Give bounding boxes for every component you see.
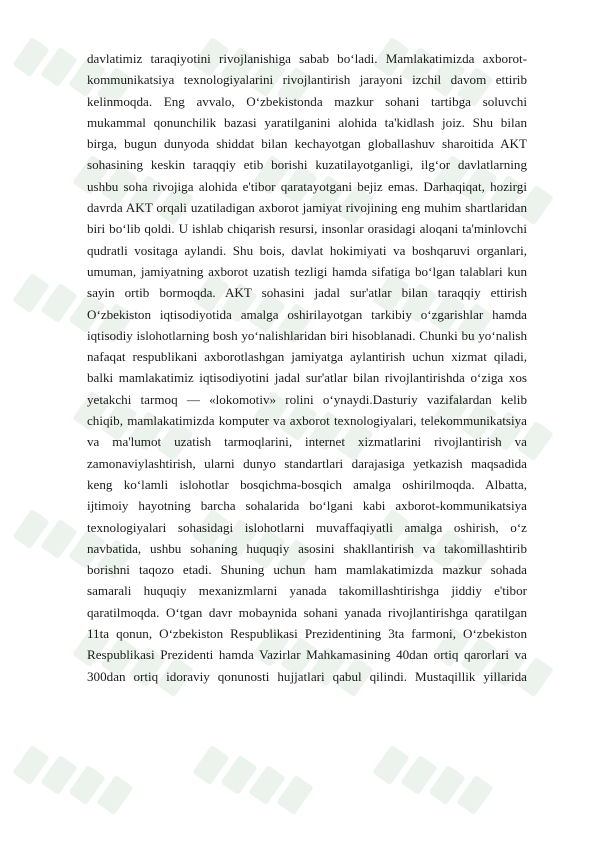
watermark-stripe bbox=[276, 775, 314, 815]
watermark-stripe bbox=[372, 745, 410, 785]
watermark-stripe bbox=[192, 745, 230, 785]
text-line: sayin ortib bormoqda. AKT sohasini jadal sur'atlar bilan taraqqiy ettirish bbox=[87, 285, 527, 301]
text-line: birga, bugun dunyoda shiddat bilan kechayotgan globallashuv sharoitida AKT bbox=[87, 136, 527, 152]
text-line: va ma'lumot uzatish tarmoqlarini, internet xizmatlarini rivojlantirish va bbox=[87, 434, 527, 450]
text-line: davlatimiz taraqiyotini rivojlanishiga sabab bo‘ladi. Mamlakatimizda axborot- bbox=[87, 51, 527, 66]
watermark-stripe bbox=[220, 755, 258, 795]
text-line: O‘zbekiston iqtisodiyotida amalga oshirilayotgan tarkibiy o‘zgarishlar hamda bbox=[87, 306, 527, 322]
text-line: kommunikatsiya texnologiyalarini rivojlantirish jarayoni izchil davom ettirib bbox=[87, 72, 527, 88]
text-line: zamonaviylashtirish, ularni dunyo standartlari darajasiga yetkazish maqsadida bbox=[87, 455, 527, 471]
text-line: sohasining keskin taraqqiy etib borishi kuzatilayotganligi, ilg‘or davlatlarning bbox=[87, 157, 527, 173]
watermark-stripe bbox=[40, 519, 78, 559]
text-line: balki mamlakatimiz iqtisodiyotini jadal sur'atlar bilan rivojlantirishda o‘ziga xos bbox=[87, 370, 527, 386]
text-line: mukammal qonunchilik bazasi yaratilganini alohida ta'kidlash joiz. Shu bilan bbox=[87, 114, 527, 130]
watermark-stripe bbox=[400, 755, 438, 795]
watermark-stripe bbox=[12, 509, 50, 549]
text-line: umuman, jamiyatning axborot uzatish tezligi hamda sifatiga bo‘lgan talablari kun bbox=[87, 263, 527, 279]
text-line: chiqib, mamlakatimizda komputer va axborot texnologiyalari, telekommunikatsiya bbox=[87, 413, 527, 429]
watermark-stripe bbox=[456, 775, 494, 815]
watermark-stripe bbox=[12, 745, 50, 785]
body-text bbox=[87, 48, 527, 687]
watermark-stripe bbox=[40, 755, 78, 795]
watermark-stripe bbox=[248, 765, 286, 805]
watermark-stripe bbox=[96, 775, 134, 815]
text-line: ushbu soha rivojiga alohida e'tibor qaratayotgani bejiz emas. Darhaqiqat, hozirgi bbox=[87, 178, 527, 194]
watermark-stripe bbox=[12, 37, 50, 77]
text-line: nafaqat respublikani axborotlashgan jamiyatga aylantirish uchun xizmat qiladi, bbox=[87, 349, 527, 365]
text-line: texnologiyalari sohasidagi islohotlarni muvaffaqiyatli amalga oshirish, o‘z bbox=[87, 519, 527, 535]
text-line: samarali huquqiy mexanizmlarni yanada takomillashtirishga jiddiy e'tibor bbox=[87, 583, 527, 599]
watermark-stripe bbox=[40, 47, 78, 87]
text-line: biri bo‘lib qoldi. U ishlab chiqarish resursi, insonlar orasidagi aloqani ta'minlovchi bbox=[87, 221, 527, 237]
text-line: navbatida, ushbu sohaning huquqiy asosini shakllantirish va takomillashtirib bbox=[87, 540, 527, 556]
text-line: iqtisodiy islohotlarning bosh yo‘nalishlaridan biri hisoblanadi. Chunki bu yo‘nalish bbox=[87, 327, 527, 343]
text-line: qaratilmoqda. O‘tgan davr mobaynida sohani yanada rivojlantirishga qaratilgan bbox=[87, 604, 527, 620]
text-line: ijtimoiy hayotning barcha sohalarida bo‘lgani kabi axborot-kommunikatsiya bbox=[87, 498, 527, 514]
watermark-stripe bbox=[68, 765, 106, 805]
text-line: 300dan ortiq idoraviy qonunosti hujjatlari qabul qilindi. Mustaqillik yillarida bbox=[87, 668, 527, 684]
text-line: yetakchi tarmoq — «lokomotiv» rolini o‘ynaydi.Dasturiy vazifalardan kelib bbox=[87, 391, 527, 407]
watermark-stripe bbox=[12, 273, 50, 313]
text-line: Respublikasi Prezidenti hamda Vazirlar Mahkamasining 40dan ortiq qarorlari va bbox=[87, 647, 527, 663]
text-line: qudratli vositaga aylandi. Shu bois, davlat hokimiyati va boshqaruvi organlari, bbox=[87, 242, 527, 258]
watermark-stripe bbox=[40, 283, 78, 323]
text-line: 11ta qonun, O‘zbekiston Respublikasi Prezidentining 3ta farmoni, O‘zbekiston bbox=[87, 626, 527, 642]
watermark-stripe bbox=[428, 765, 466, 805]
text-line: keng ko‘lamli islohotlar bosqichma-bosqich amalga oshirilmoqda. Albatta, bbox=[87, 476, 527, 492]
text-line: kelinmoqda. Eng avvalo, O‘zbekistonda mazkur sohani tartibga soluvchi bbox=[87, 93, 527, 109]
text-line: borishni taqozo etadi. Shuning uchun ham mamlakatimizda mazkur sohada bbox=[87, 562, 527, 578]
text-line: davrda AKT orqali uzatiladigan axborot jamiyat rivojining eng muhim shartlaridan bbox=[87, 200, 527, 216]
